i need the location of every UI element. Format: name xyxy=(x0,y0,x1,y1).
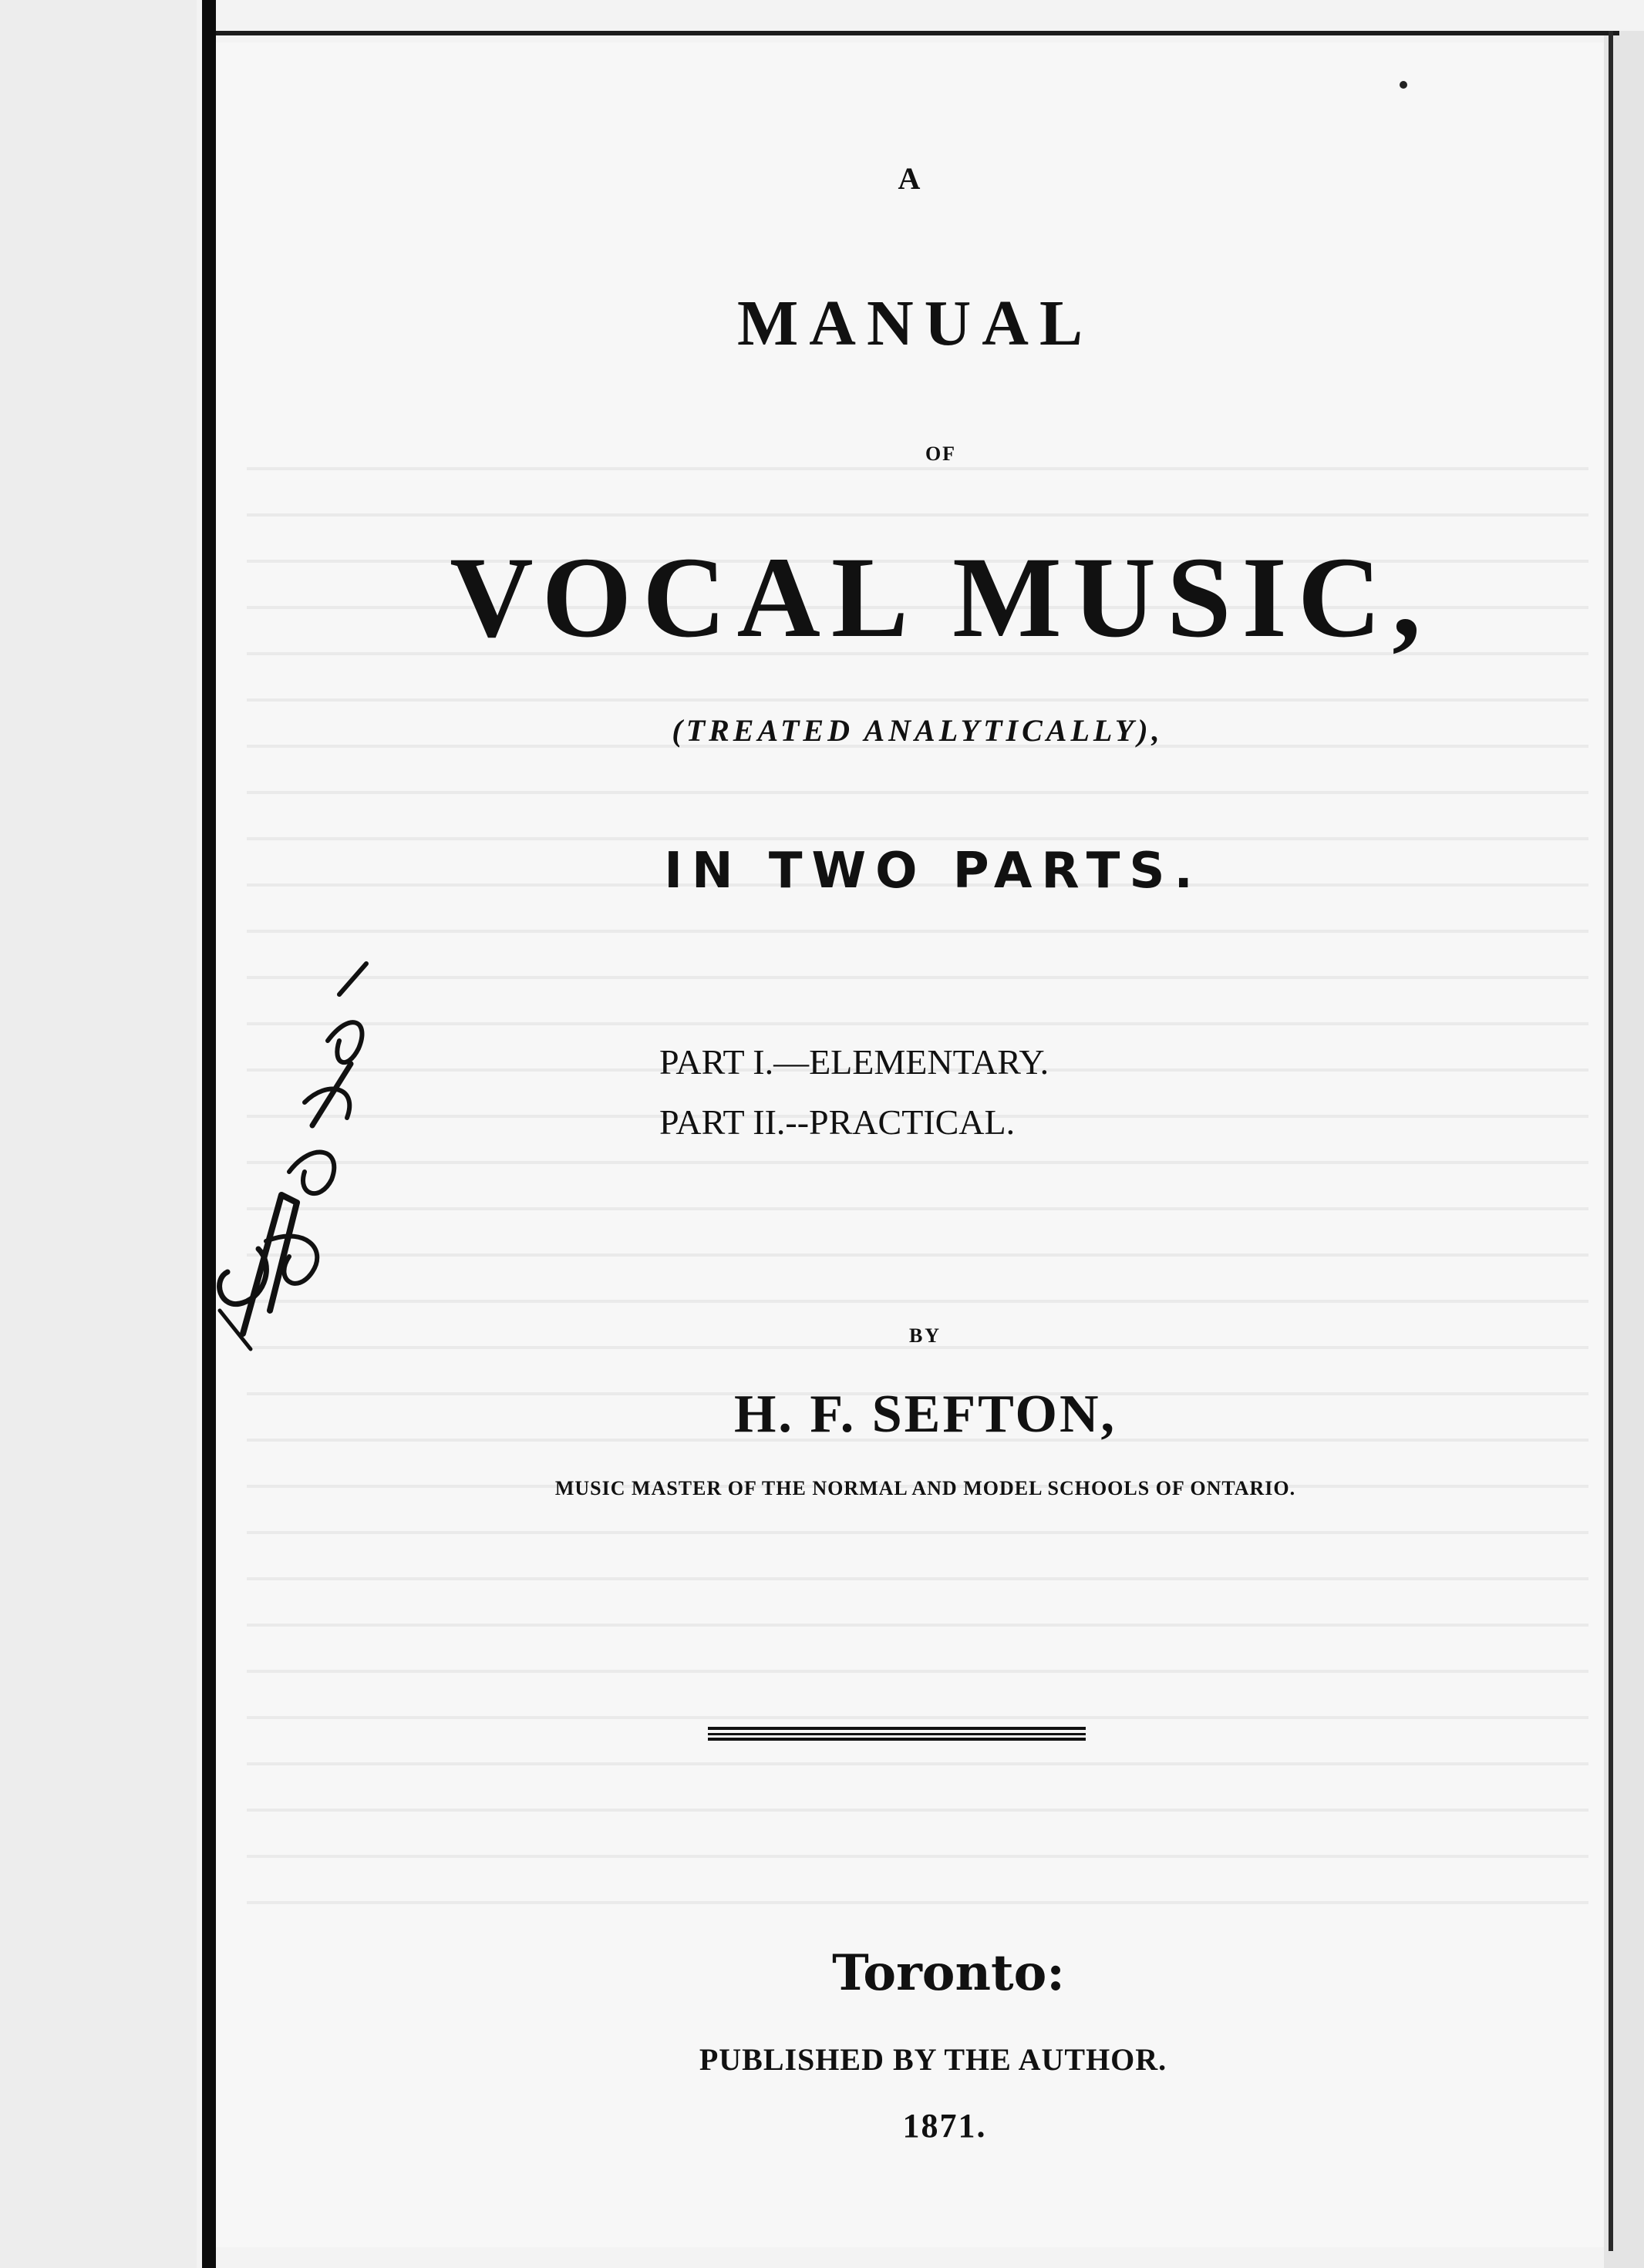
title-subject: VOCAL MUSIC, xyxy=(450,533,1432,661)
show-through-text xyxy=(247,447,1588,1912)
handwritten-signature xyxy=(197,948,374,1380)
title-manual: MANUAL xyxy=(737,288,1093,359)
title-of: OF xyxy=(925,442,957,465)
ink-speck xyxy=(1400,81,1407,89)
part-one-line: PART I.—ELEMENTARY. xyxy=(659,1042,1049,1082)
author-name: H. F. SEFTON, xyxy=(733,1385,1117,1444)
page-right-border xyxy=(1609,31,1613,2251)
author-role: MUSIC MASTER OF THE NORMAL AND MODEL SCHOOLS OF ONTARIO. xyxy=(554,1477,1296,1499)
subtitle: (TREATED ANALYTICALLY), xyxy=(672,713,1164,748)
page-top-border xyxy=(216,31,1619,35)
facing-page-margin xyxy=(0,0,197,2268)
parts-heading: IN TWO PARTS. xyxy=(664,843,1202,900)
byline-by: BY xyxy=(908,1324,942,1347)
imprint-year: 1871. xyxy=(902,2107,987,2145)
imprint-city: Toronto: xyxy=(832,1944,1065,2002)
imprint-publisher: PUBLISHED BY THE AUTHOR. xyxy=(699,2042,1167,2077)
part-two-line: PART II.--PRACTICAL. xyxy=(659,1102,1016,1142)
double-rule-divider xyxy=(708,1727,1086,1741)
title-article: A xyxy=(898,161,922,196)
